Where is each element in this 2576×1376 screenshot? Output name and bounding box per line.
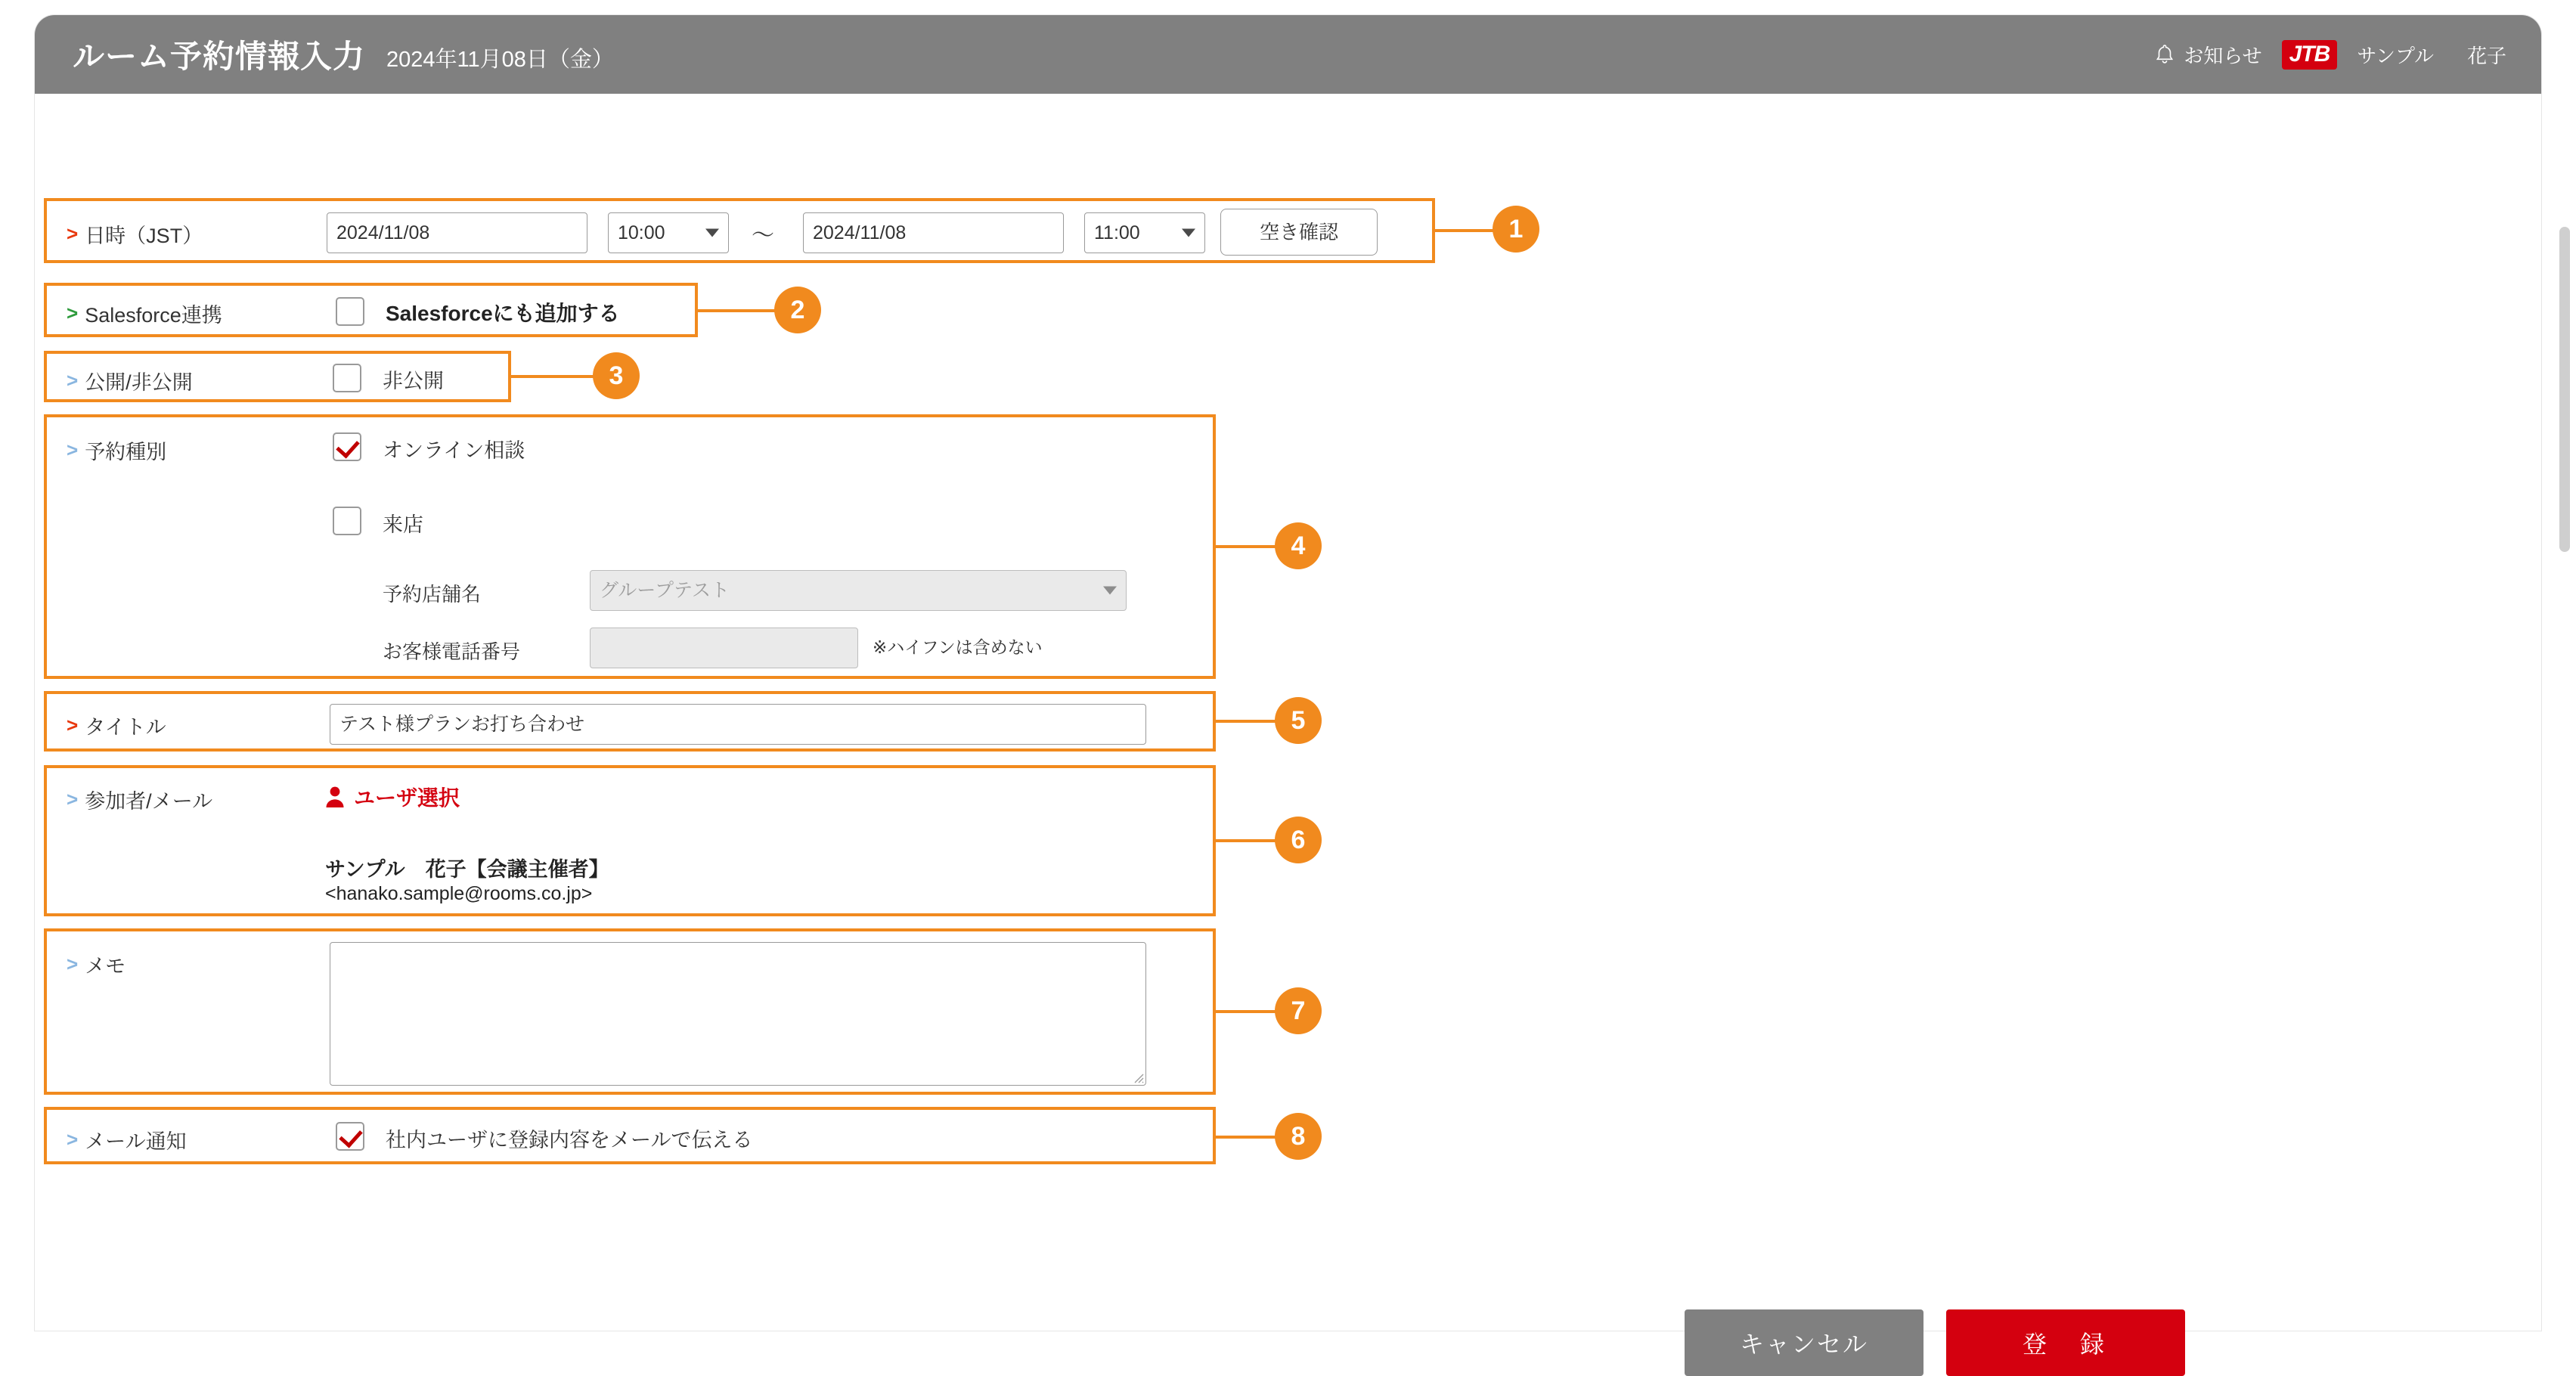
store-name-select[interactable]: グループテスト <box>590 570 1127 611</box>
start-time-select[interactable]: 10:00 <box>608 212 729 253</box>
arrow-icon: > <box>67 302 79 324</box>
start-date-input[interactable]: 2024/11/08 <box>327 212 587 253</box>
chevron-down-icon <box>1182 229 1195 237</box>
online-consult-label: オンライン相談 <box>383 439 525 462</box>
visibility-label: > 公開/非公開 <box>67 369 193 394</box>
arrow-icon: > <box>67 1128 79 1151</box>
customer-phone-input[interactable] <box>590 628 858 668</box>
title-input[interactable]: テスト様プランお打ち合わせ <box>330 704 1146 745</box>
page-date: 2024年11月08日（金） <box>386 47 614 72</box>
badge-7: 7 <box>1275 987 1322 1034</box>
memo-label: > メモ <box>67 953 126 978</box>
salesforce-checkbox[interactable] <box>336 297 364 326</box>
row-title <box>44 691 1216 752</box>
end-time-select[interactable]: 11:00 <box>1084 212 1205 253</box>
title-field-label: > タイトル <box>67 714 166 739</box>
jtb-logo: JTB <box>2282 40 2338 70</box>
user-name: 花子 <box>2466 44 2506 67</box>
company-name: サンプル <box>2357 44 2434 67</box>
vertical-scrollbar[interactable] <box>2559 227 2570 552</box>
badge-5: 5 <box>1275 697 1322 744</box>
notification-button[interactable] <box>2155 41 2261 69</box>
row-mail-notify <box>44 1107 1216 1164</box>
range-separator: 〜 <box>752 223 774 248</box>
online-consult-checkbox[interactable] <box>333 432 361 461</box>
salesforce-label: > Salesforce連携 <box>67 302 222 327</box>
store-name-label: 予約店舗名 <box>383 583 482 606</box>
visibility-checkbox-label: 非公開 <box>383 370 444 392</box>
title-bar <box>35 15 2541 94</box>
badge-1: 1 <box>1493 206 1539 253</box>
arrow-icon: > <box>67 714 79 736</box>
visibility-checkbox[interactable] <box>333 364 361 392</box>
visit-store-checkbox[interactable] <box>333 507 361 535</box>
row-datetime <box>44 198 1435 263</box>
row-reservation-type <box>44 414 1216 679</box>
chevron-down-icon <box>705 229 719 237</box>
reservation-type-label: > 予約種別 <box>67 439 167 463</box>
visit-store-label: 来店 <box>383 513 423 536</box>
person-icon <box>325 786 345 808</box>
arrow-icon: > <box>67 222 79 245</box>
row-participants <box>44 765 1216 916</box>
datetime-label: > 日時（JST） <box>67 222 203 247</box>
mail-notify-checkbox-label: 社内ユーザに登録内容をメールで伝える <box>386 1129 753 1151</box>
arrow-icon: > <box>67 439 79 461</box>
cancel-button[interactable]: キャンセル <box>1685 1309 1923 1376</box>
select-user-button[interactable] <box>325 782 460 812</box>
badge-8: 8 <box>1275 1113 1322 1160</box>
end-date-input[interactable]: 2024/11/08 <box>803 212 1064 253</box>
arrow-icon: > <box>67 788 79 810</box>
badge-3: 3 <box>593 352 640 399</box>
row-memo <box>44 928 1216 1095</box>
customer-phone-label: お客様電話番号 <box>383 640 521 663</box>
mail-notify-checkbox[interactable] <box>336 1122 364 1151</box>
page-title: ルーム予約情報入力 <box>73 39 366 74</box>
row-salesforce <box>44 283 698 337</box>
availability-check-button[interactable]: 空き確認 <box>1220 209 1378 256</box>
bell-icon <box>2155 44 2175 65</box>
salesforce-checkbox-label: Salesforceにも追加する <box>386 302 620 325</box>
badge-2: 2 <box>774 287 821 333</box>
arrow-icon: > <box>67 369 79 392</box>
app-window <box>35 15 2541 1358</box>
memo-textarea[interactable] <box>330 942 1146 1086</box>
title-bar-right <box>2155 15 2506 94</box>
notification-label: お知らせ <box>2184 44 2262 67</box>
resize-grip-icon[interactable] <box>1132 1071 1144 1083</box>
badge-6: 6 <box>1275 817 1322 863</box>
submit-button[interactable]: 登 録 <box>1946 1309 2185 1376</box>
participant-name: サンプル 花子【会議主催者】 <box>325 858 609 881</box>
arrow-icon: > <box>67 953 79 975</box>
chevron-down-icon <box>1103 587 1117 595</box>
participant-mail: <hanako.sample@rooms.co.jp> <box>325 883 593 904</box>
participants-label: > 参加者/メール <box>67 788 213 813</box>
select-user-label: ユーザ選択 <box>354 786 460 810</box>
mail-notify-label: > メール通知 <box>67 1128 187 1153</box>
badge-4: 4 <box>1275 522 1322 569</box>
phone-note: ※ハイフンは含めない <box>873 637 1043 657</box>
row-visibility <box>44 351 511 402</box>
